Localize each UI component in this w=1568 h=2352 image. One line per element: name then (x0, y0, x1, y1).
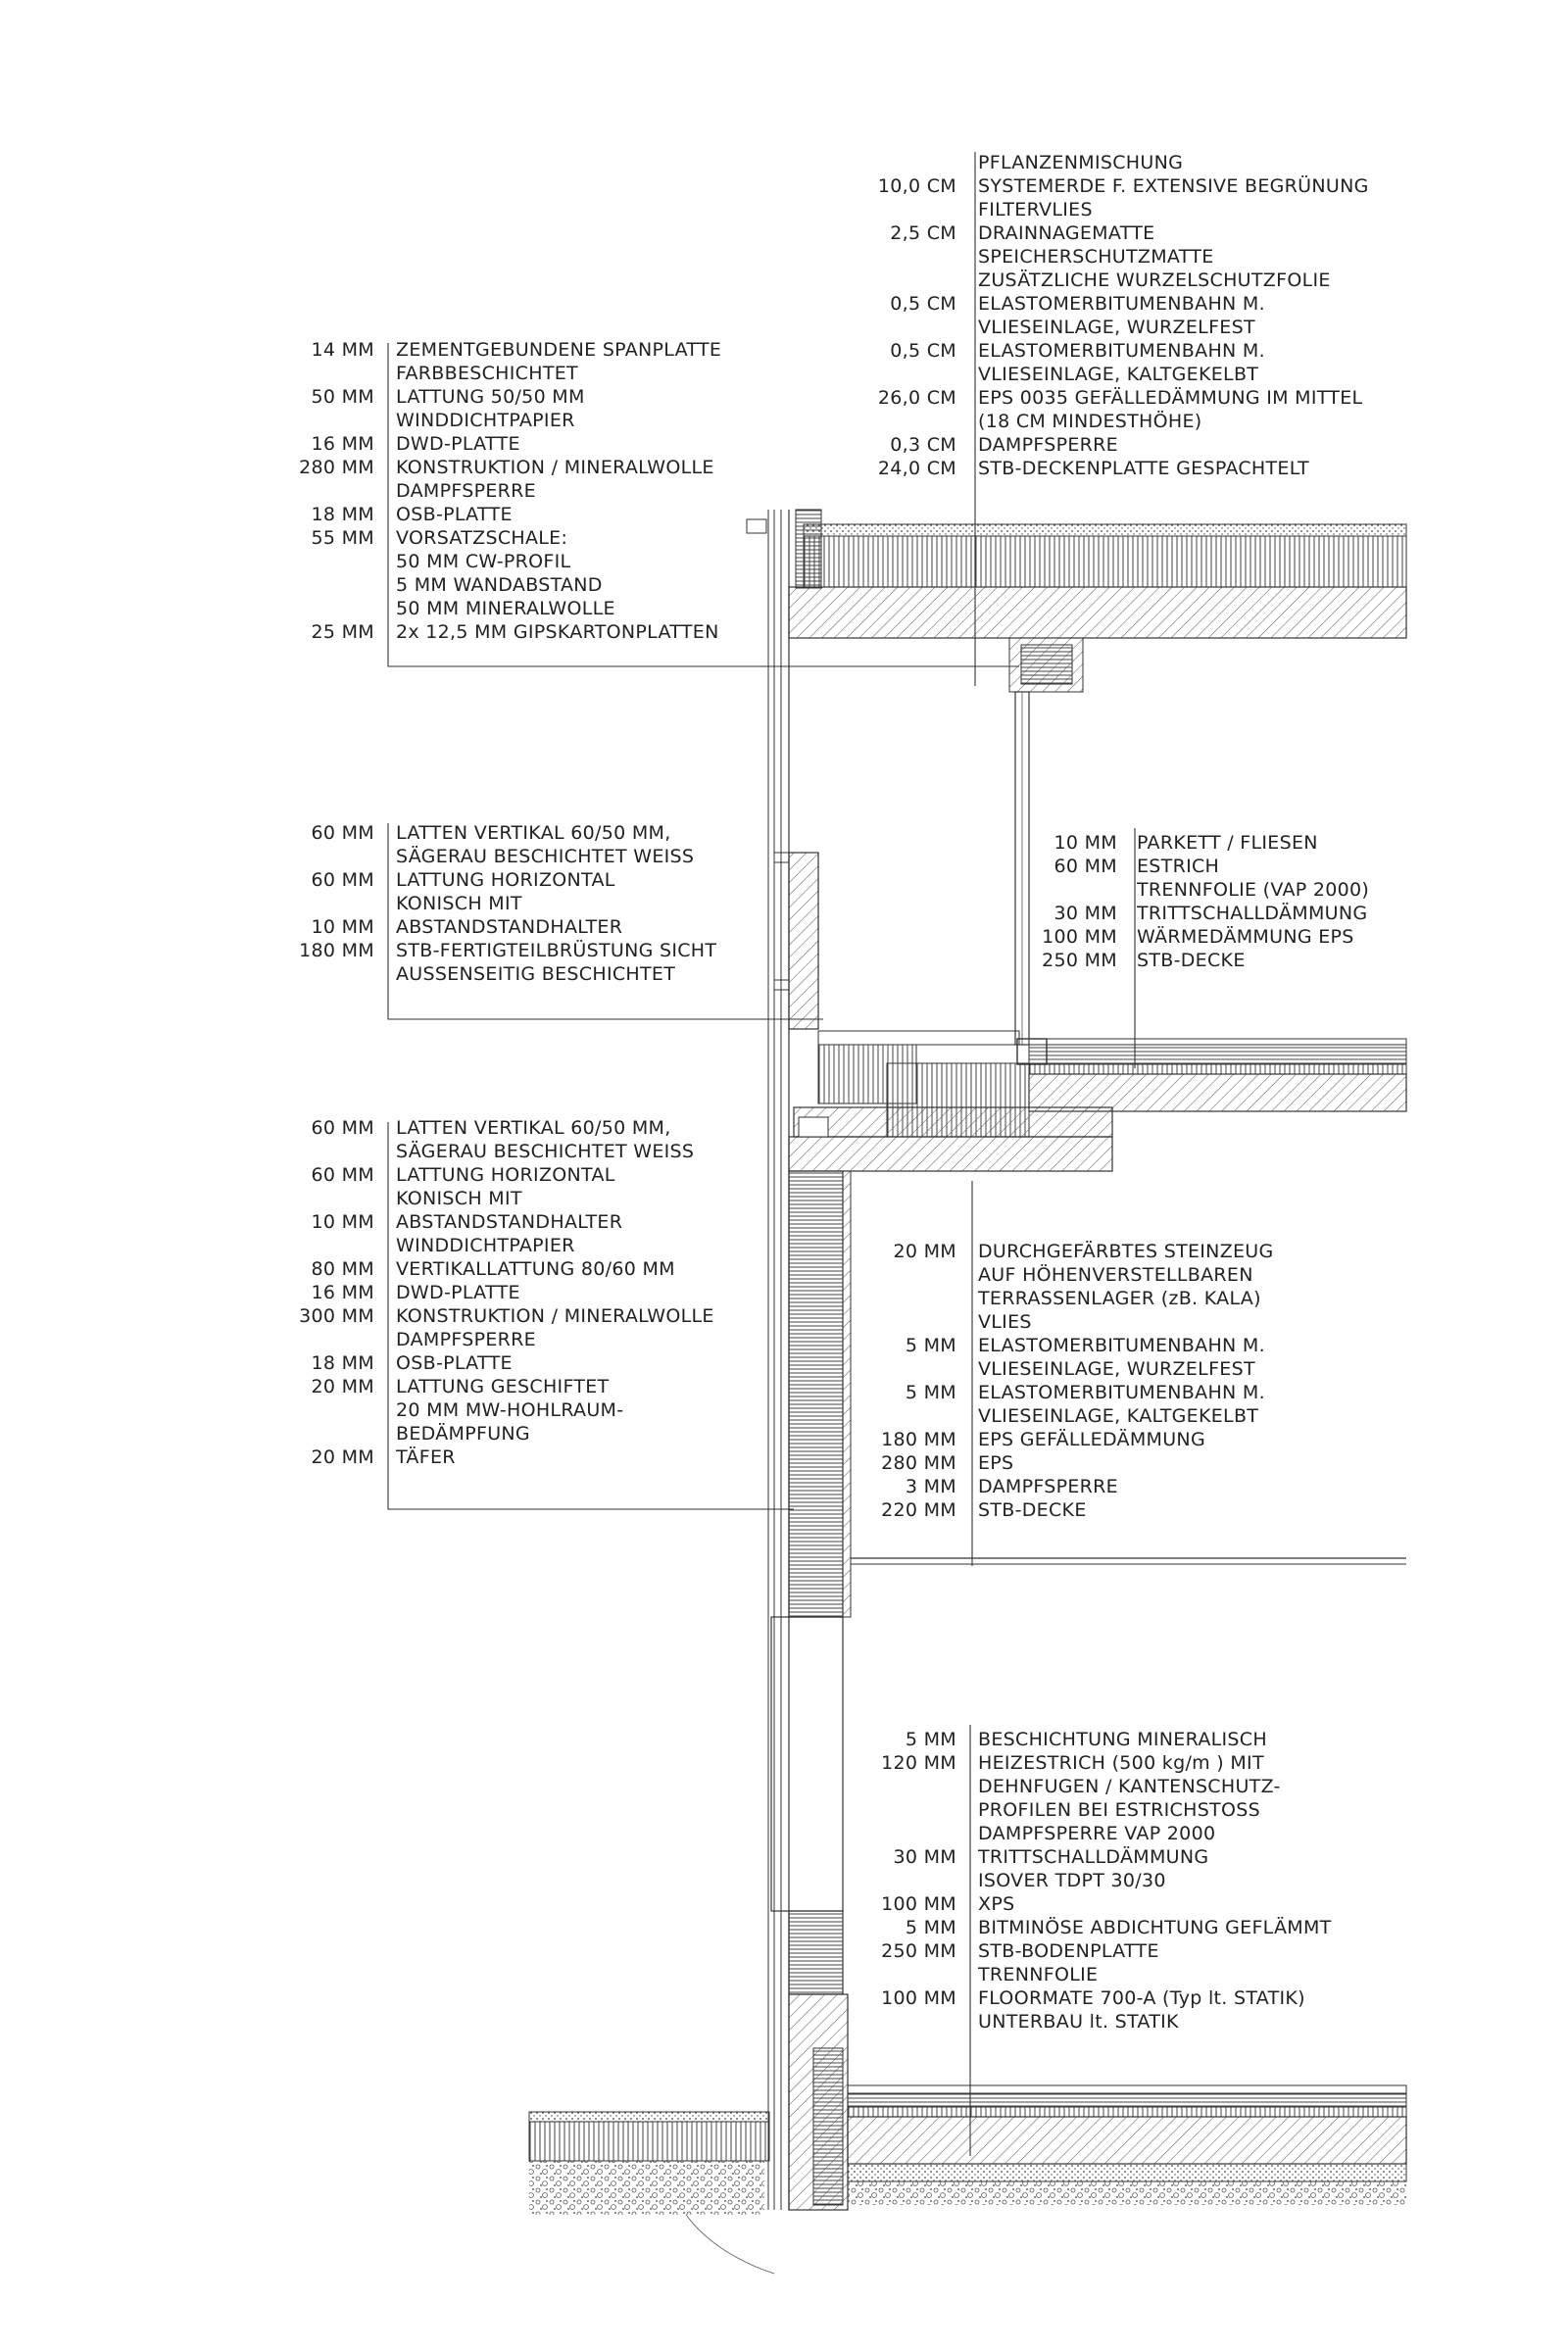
layer-description: TÄFER (396, 1446, 456, 1468)
annotation-row (286, 362, 757, 385)
annotation-row (868, 1287, 1339, 1310)
layer-description: VLIESEINLAGE, WURZELFEST (978, 317, 1255, 338)
layer-description: STB-DECKE (1137, 950, 1246, 971)
layer-thickness: 5 MM (905, 1917, 956, 1938)
layer-description: TRITTSCHALLDÄMMUNG (1137, 903, 1368, 924)
layer-description: 2x 12,5 MM GIPSKARTONPLATTEN (396, 621, 719, 643)
annotation-row (286, 845, 757, 868)
annotation-row (286, 1163, 757, 1187)
layer-description: LATTUNG 50/50 MM (396, 386, 585, 408)
layer-thickness: 5 MM (905, 1335, 956, 1356)
layer-thickness: 24,0 CM (877, 458, 956, 479)
layer-description: WÄRMEDÄMMUNG EPS (1137, 926, 1354, 948)
annotation-row (1039, 855, 1392, 878)
layer-description: SYSTEMERDE F. EXTENSIVE BEGRÜNUNG (978, 175, 1369, 197)
annotation-row (286, 432, 757, 456)
layer-description: KONSTRUKTION / MINERALWOLLE (396, 457, 714, 478)
layer-description: DAMPFSPERRE (978, 1476, 1118, 1497)
layer-thickness: 60 MM (311, 869, 374, 891)
annotation-row (868, 269, 1417, 292)
annotation-row (868, 1775, 1339, 1798)
layer-thickness: 250 MM (881, 1940, 956, 1962)
layer-description: BEDÄMPFUNG (396, 1423, 530, 1445)
layer-description: STB-BODENPLATTE (978, 1940, 1159, 1962)
layer-thickness: 30 MM (893, 1846, 956, 1868)
annotation-row (868, 151, 1417, 174)
annotation-row (286, 456, 757, 479)
annotation-row (286, 338, 757, 362)
annotation-row (286, 821, 757, 845)
annotation-row (286, 550, 757, 573)
layer-description: LATTUNG HORIZONTAL (396, 1164, 615, 1186)
layer-thickness: 20 MM (311, 1376, 374, 1397)
annotation-row (286, 868, 757, 892)
annotation-row (1039, 949, 1392, 972)
annotation-row (868, 1892, 1339, 1916)
layer-description: VLIESEINLAGE, WURZELFEST (978, 1358, 1255, 1380)
layer-thickness: 55 MM (311, 527, 374, 549)
annotation-row (286, 1210, 757, 1234)
layer-description: TRENNFOLIE (VAP 2000) (1137, 879, 1370, 901)
layer-description: OSB-PLATTE (396, 1352, 513, 1374)
annotation-row (286, 1281, 757, 1304)
layer-description: PARKETT / FLIESEN (1137, 832, 1318, 854)
annotation-row (1039, 878, 1392, 902)
layer-thickness: 60 MM (311, 822, 374, 844)
annotation-row (868, 1240, 1339, 1263)
annotation-row (868, 1963, 1339, 1986)
layer-description: STB-DECKENPLATTE GESPACHTELT (978, 458, 1309, 479)
annotation-row (868, 457, 1417, 480)
annotation-row (286, 1257, 757, 1281)
annotation-row (286, 1116, 757, 1140)
annotation-row (868, 1381, 1339, 1404)
annotation-row (286, 526, 757, 550)
annotation-row (868, 1798, 1339, 1822)
layer-description: 5 MM WANDABSTAND (396, 574, 603, 596)
annotation-row (286, 503, 757, 526)
layer-thickness: 20 MM (893, 1241, 956, 1262)
layer-description: PFLANZENMISCHUNG (978, 152, 1184, 173)
annotation-row (868, 386, 1417, 410)
annotation-row (286, 1351, 757, 1375)
layer-description: UNTERBAU lt. STATIK (978, 2011, 1179, 2033)
layer-thickness: 280 MM (299, 457, 374, 478)
annotation-row (868, 1869, 1339, 1892)
annotation-row (286, 1234, 757, 1257)
layer-thickness: 5 MM (905, 1382, 956, 1403)
layer-thickness: 220 MM (881, 1499, 956, 1521)
layer-thickness: 180 MM (881, 1429, 956, 1450)
annotation-row (868, 1451, 1339, 1475)
annotation-row (286, 479, 757, 503)
annotation-row (286, 573, 757, 597)
annotation-row (868, 1916, 1339, 1939)
layer-description: WINDDICHTPAPIER (396, 1235, 575, 1256)
layer-description: AUSSENSEITIG BESCHICHTET (396, 963, 676, 985)
annotation-row (868, 363, 1417, 386)
layer-description: DAMPFSPERRE (978, 434, 1118, 456)
layer-description: PROFILEN BEI ESTRICHSTOSS (978, 1799, 1260, 1821)
layer-description: KONISCH MIT (396, 893, 522, 914)
layer-thickness: 60 MM (311, 1117, 374, 1139)
layer-description: LATTUNG GESCHIFTET (396, 1376, 610, 1397)
layer-description: EPS GEFÄLLEDÄMMUNG (978, 1429, 1205, 1450)
layer-thickness: 280 MM (881, 1452, 956, 1474)
layer-description: DEHNFUGEN / KANTENSCHUTZ- (978, 1776, 1281, 1797)
layer-description: BESCHICHTUNG MINERALISCH (978, 1729, 1267, 1750)
annotation-row (286, 892, 757, 915)
layer-description: FILTERVLIES (978, 199, 1093, 220)
layer-description: LATTEN VERTIKAL 60/50 MM, (396, 822, 671, 844)
annotation-row (868, 410, 1417, 433)
annotation-row (868, 245, 1417, 269)
layer-description: SÄGERAU BESCHICHTET WEISS (396, 1141, 695, 1162)
layer-thickness: 120 MM (881, 1752, 956, 1774)
annotation-row (1039, 831, 1392, 855)
layer-thickness: 80 MM (311, 1258, 374, 1280)
layer-thickness: 2,5 CM (890, 222, 956, 244)
layer-description: STB-FERTIGTEILBRÜSTUNG SICHT (396, 940, 717, 961)
layer-description: TRITTSCHALLDÄMMUNG (978, 1846, 1209, 1868)
layer-description: VLIES (978, 1311, 1032, 1333)
annotation-row (868, 316, 1417, 339)
layer-description: DWD-PLATTE (396, 433, 520, 455)
annotation-row (868, 221, 1417, 245)
annotation-row (868, 1986, 1339, 2010)
annotation-row (868, 1310, 1339, 1334)
layer-description: WINDDICHTPAPIER (396, 410, 575, 431)
layer-description: TRENNFOLIE (978, 1964, 1099, 1985)
roof-construction (789, 510, 1406, 692)
annotation-row (868, 1263, 1339, 1287)
annotation-row (868, 1357, 1339, 1381)
annotation-row (868, 1728, 1339, 1751)
annotation-row (286, 1422, 757, 1446)
layer-description: ELASTOMERBITUMENBAHN M. (978, 1335, 1265, 1356)
layer-thickness: 14 MM (311, 339, 374, 361)
layer-thickness: 50 MM (311, 386, 374, 408)
layer-thickness: 60 MM (1054, 856, 1117, 877)
layer-thickness: 10 MM (1054, 832, 1117, 854)
layer-thickness: 250 MM (1042, 950, 1117, 971)
annotation-row (868, 1822, 1339, 1845)
layer-thickness: 25 MM (311, 621, 374, 643)
layer-description: DAMPFSPERRE VAP 2000 (978, 1823, 1216, 1844)
layer-thickness: 30 MM (1054, 903, 1117, 924)
layer-description: ELASTOMERBITUMENBAHN M. (978, 293, 1265, 315)
layer-thickness: 16 MM (311, 1282, 374, 1303)
layer-description: ELASTOMERBITUMENBAHN M. (978, 1382, 1265, 1403)
layer-thickness: 0,5 CM (890, 293, 956, 315)
layer-description: VORSATZSCHALE: (396, 527, 568, 549)
layer-description: TERRASSENLAGER (zB. KALA) (978, 1288, 1261, 1309)
annotation-row (868, 1428, 1339, 1451)
annotation-row (1039, 902, 1392, 925)
layer-description: SÄGERAU BESCHICHTET WEISS (396, 846, 695, 867)
annotation-row (868, 433, 1417, 457)
layer-description: DAMPFSPERRE (396, 1329, 536, 1350)
annotation-row (868, 2010, 1339, 2034)
layer-description: VLIESEINLAGE, KALTGEKELBT (978, 364, 1259, 385)
layer-description: KONSTRUKTION / MINERALWOLLE (396, 1305, 714, 1327)
layer-description: DRAINNAGEMATTE (978, 222, 1155, 244)
annotation-row (286, 915, 757, 939)
layer-thickness: 16 MM (311, 433, 374, 455)
layer-description: AUF HÖHENVERSTELLBAREN (978, 1264, 1253, 1286)
layer-description: OSB-PLATTE (396, 504, 513, 525)
layer-thickness: 300 MM (299, 1305, 374, 1327)
layer-description: DWD-PLATTE (396, 1282, 520, 1303)
layer-description: 50 MM MINERALWOLLE (396, 598, 615, 619)
annotation-row (868, 198, 1417, 221)
layer-thickness: 100 MM (1042, 926, 1117, 948)
layer-thickness: 26,0 CM (877, 387, 956, 409)
annotation-row (286, 1328, 757, 1351)
layer-description: ABSTANDSTANDHALTER (396, 916, 623, 938)
annotation-row (286, 1304, 757, 1328)
exterior-ground (529, 2112, 774, 2274)
layer-thickness: 100 MM (881, 1893, 956, 1915)
layer-description: KONISCH MIT (396, 1188, 522, 1209)
annotation-row (286, 620, 757, 644)
layer-thickness: 60 MM (311, 1164, 374, 1186)
plinth-and-foundation (789, 1911, 848, 2210)
layer-description: EPS 0035 GEFÄLLEDÄMMUNG IM MITTEL (978, 387, 1363, 409)
layer-thickness: 18 MM (311, 504, 374, 525)
annotation-row (868, 1939, 1339, 1963)
layer-description: ELASTOMERBITUMENBAHN M. (978, 340, 1265, 362)
annotation-row (868, 1334, 1339, 1357)
layer-description: BITMINÖSE ABDICHTUNG GEFLÄMMT (978, 1917, 1332, 1938)
layer-description: ISOVER TDPT 30/30 (978, 1870, 1166, 1891)
annotation-row (868, 1498, 1339, 1522)
annotation-row (286, 1446, 757, 1469)
annotation-row (286, 962, 757, 986)
layer-thickness: 20 MM (311, 1446, 374, 1468)
layer-description: ABSTANDSTANDHALTER (396, 1211, 623, 1233)
layer-description: DURCHGEFÄRBTES STEINZEUG (978, 1241, 1274, 1262)
annotation-row (286, 1398, 757, 1422)
layer-thickness: 0,5 CM (890, 340, 956, 362)
layer-thickness: 10,0 CM (877, 175, 956, 197)
layer-thickness: 18 MM (311, 1352, 374, 1374)
ground-floor-slab (848, 2085, 1406, 2205)
annotation-row (286, 409, 757, 432)
annotation-row (868, 339, 1417, 363)
layer-description: 20 MM MW-HOHLRAUM- (396, 1399, 624, 1421)
annotation-row (868, 1404, 1339, 1428)
annotation-row (868, 1751, 1339, 1775)
layer-description: VLIESEINLAGE, KALTGEKELBT (978, 1405, 1259, 1427)
annotation-row (868, 174, 1417, 198)
layer-description: DAMPFSPERRE (396, 480, 536, 502)
layer-thickness: 0,3 CM (890, 434, 956, 456)
layer-description: XPS (978, 1893, 1015, 1915)
layer-description: FLOORMATE 700-A (Typ lt. STATIK) (978, 1987, 1305, 2009)
layer-description: EPS (978, 1452, 1014, 1474)
annotation-row (868, 292, 1417, 316)
layer-thickness: 180 MM (299, 940, 374, 961)
annotation-row (1039, 925, 1392, 949)
layer-description: 50 MM CW-PROFIL (396, 551, 571, 572)
layer-description: SPEICHERSCHUTZMATTE (978, 246, 1214, 268)
annotation-row (286, 385, 757, 409)
annotation-row (286, 1375, 757, 1398)
layer-thickness: 100 MM (881, 1987, 956, 2009)
layer-description: ESTRICH (1137, 856, 1220, 877)
layer-thickness: 3 MM (905, 1476, 956, 1497)
layer-description: VERTIKALLATTUNG 80/60 MM (396, 1258, 675, 1280)
annotation-row (286, 597, 757, 620)
annotation-row (286, 939, 757, 962)
layer-description: LATTUNG HORIZONTAL (396, 869, 615, 891)
layer-thickness: 10 MM (311, 1211, 374, 1233)
layer-description: ZUSÄTZLICHE WURZELSCHUTZFOLIE (978, 270, 1331, 291)
layer-description: STB-DECKE (978, 1499, 1087, 1521)
layer-description: (18 CM MINDESTHÖHE) (978, 411, 1202, 432)
annotation-row (868, 1845, 1339, 1869)
annotation-row (286, 1187, 757, 1210)
layer-thickness: 10 MM (311, 916, 374, 938)
annotation-row (868, 1475, 1339, 1498)
window-upper-floor (1015, 692, 1029, 1045)
layer-description: FARBBESCHICHTET (396, 363, 578, 384)
terrace-slab (789, 1107, 1112, 1171)
layer-description: HEIZESTRICH (500 kg/m ) MIT (978, 1752, 1264, 1774)
layer-description: LATTEN VERTIKAL 60/50 MM, (396, 1117, 671, 1139)
layer-description: ZEMENTGEBUNDENE SPANPLATTE (396, 339, 722, 361)
layer-thickness: 5 MM (905, 1729, 956, 1750)
window-ground-floor (771, 1617, 843, 1911)
annotation-row (286, 1140, 757, 1163)
